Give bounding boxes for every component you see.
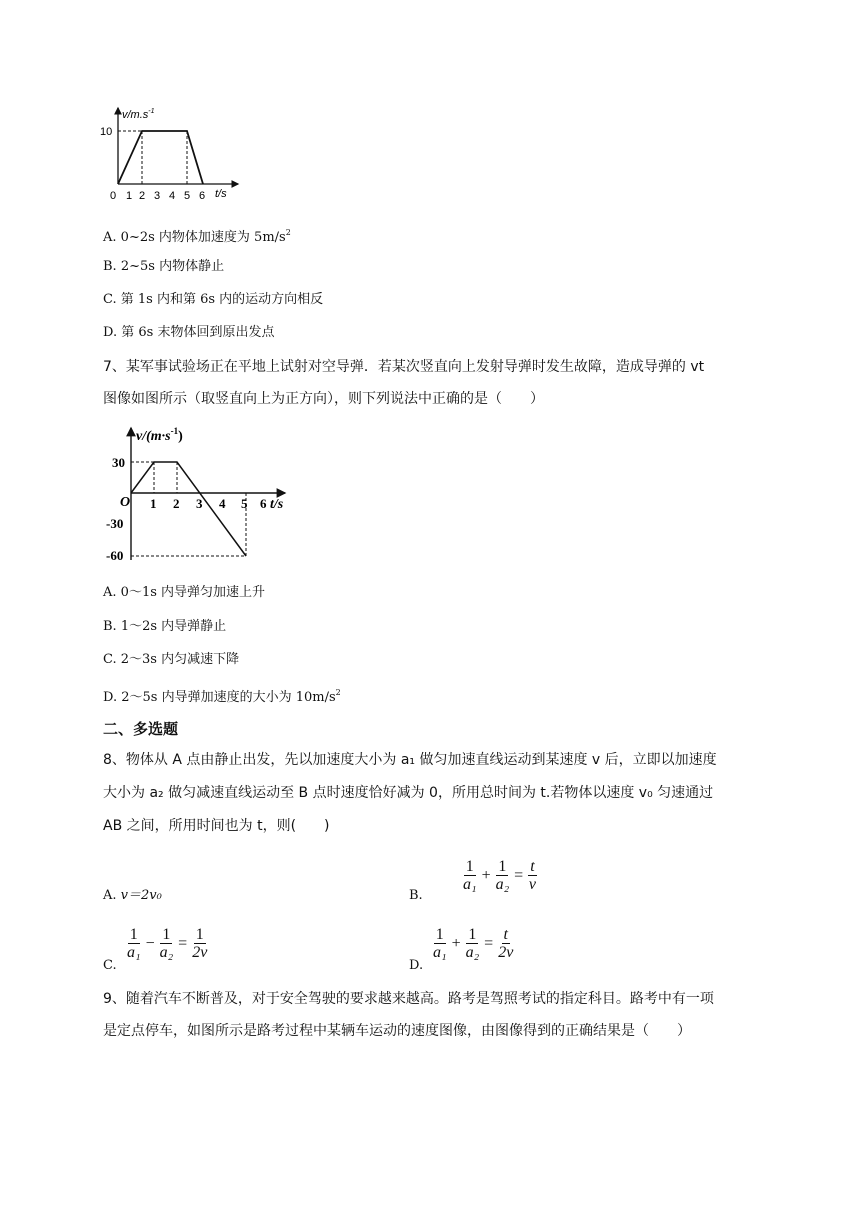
q6-option-b: B. 2~5s 内物体静止 xyxy=(103,259,225,274)
q8-stem-line-2: 大小为 a₂ 做匀减速直线运动至 B 点时速度恰好减为 0，所用总时间为 t.若物体以速度 v₀ 匀速通过 xyxy=(103,785,714,801)
velocity-line xyxy=(118,131,203,184)
x-axis-label: t/s xyxy=(270,497,284,512)
q7-stem-line-2: 图像如图所示（取竖直向上为正方向），则下列说法中正确的是（ ） xyxy=(103,391,544,407)
section-heading-multiple-choice: 二、多选题 xyxy=(103,720,179,738)
y-axis-label: $v/(m\cdot s^{-1})$ xyxy=(136,426,183,444)
x-tick-4: 4 xyxy=(219,496,226,511)
x-axis-label: t/s xyxy=(215,188,227,200)
x-tick-3: 3 xyxy=(196,496,203,511)
x-tick-2: 2 xyxy=(139,190,146,202)
x-tick-1: 1 xyxy=(126,190,133,202)
y-tick-minus-60: -60 xyxy=(106,548,124,563)
x-tick-5: 5 xyxy=(184,190,191,202)
q6-option-c: C. 第 1s 内和第 6s 内的运动方向相反 xyxy=(103,292,324,307)
q8-option-b-letter: B. xyxy=(409,888,423,903)
q8-option-a: A. v＝2v₀ xyxy=(103,888,162,903)
q6-option-d: D. 第 6s 末物体回到原出发点 xyxy=(103,325,275,340)
x-tick-6: 6 xyxy=(260,496,267,511)
q7-option-b: B. 1～2s 内导弹静止 xyxy=(103,619,227,634)
q8-option-b-formula: 1 a₁ + $\frac{1}{\text{a₂}}$ = $\frac{t}{v}$ xyxy=(463,858,536,893)
q7-option-d: D. 2～5s 内导弹加速度的大小为 $10m/s^2$ xyxy=(103,688,341,705)
y-tick-10: 10 xyxy=(100,126,113,138)
x-tick-4: 4 xyxy=(169,190,176,202)
x-tick-1: 1 xyxy=(150,496,157,511)
velocity-time-graph-2 xyxy=(100,420,310,568)
q7-option-c: C. 2～3s 内匀减速下降 xyxy=(103,652,240,667)
x-tick-3: 3 xyxy=(154,190,161,202)
q7-option-a: A. 0～1s 内导弹匀加速上升 xyxy=(103,585,266,600)
y-tick-30: 30 xyxy=(112,455,125,470)
velocity-line xyxy=(131,462,246,556)
q8-option-d-formula: 1 a₁ + $\frac{1}{\text{a₂}}$ = $\frac{t}{2v}$ xyxy=(433,926,514,961)
x-tick-6: 6 xyxy=(199,190,206,202)
q7-stem-line-1: 7、某军事试验场正在平地上试射对空导弹．若某次竖直向上发射导弹时发生故障，造成导弹的 vt xyxy=(103,359,705,375)
y-axis-label: $v/m.s^{-1}$ xyxy=(122,108,155,121)
velocity-time-graph-1 xyxy=(100,100,250,205)
origin-label: O xyxy=(120,495,131,510)
q8-option-d-letter: D. xyxy=(409,958,424,973)
q8-stem-line-3: AB 之间，所用时间也为 t，则( ) xyxy=(103,818,330,834)
q6-option-a: A. 0~2s 内物体加速度为 $5m/s^2$ xyxy=(103,228,291,245)
x-tick-0: 0 xyxy=(110,190,117,202)
x-tick-5: 5 xyxy=(241,496,248,511)
q9-stem-line-1: 9、随着汽车不断普及，对于安全驾驶的要求越来越高。路考是驾照考试的指定科目。路考中有一项 xyxy=(103,991,714,1007)
q8-option-c-formula: 1 a₁ − $\frac{1}{\text{a₂}}$ = $\frac{1}{2v}$ xyxy=(127,926,208,961)
y-tick-minus-30: -30 xyxy=(106,516,124,531)
q9-stem-line-2: 是定点停车，如图所示是路考过程中某辆车运动的速度图像，由图像得到的正确结果是（ ） xyxy=(103,1023,691,1039)
x-tick-2: 2 xyxy=(173,496,180,511)
q8-stem-line-1: 8、物体从 A 点由静止出发，先以加速度大小为 a₁ 做匀加速直线运动到某速度 v 后，立即以加速度 xyxy=(103,752,717,768)
q8-option-c-letter: C. xyxy=(103,958,117,973)
